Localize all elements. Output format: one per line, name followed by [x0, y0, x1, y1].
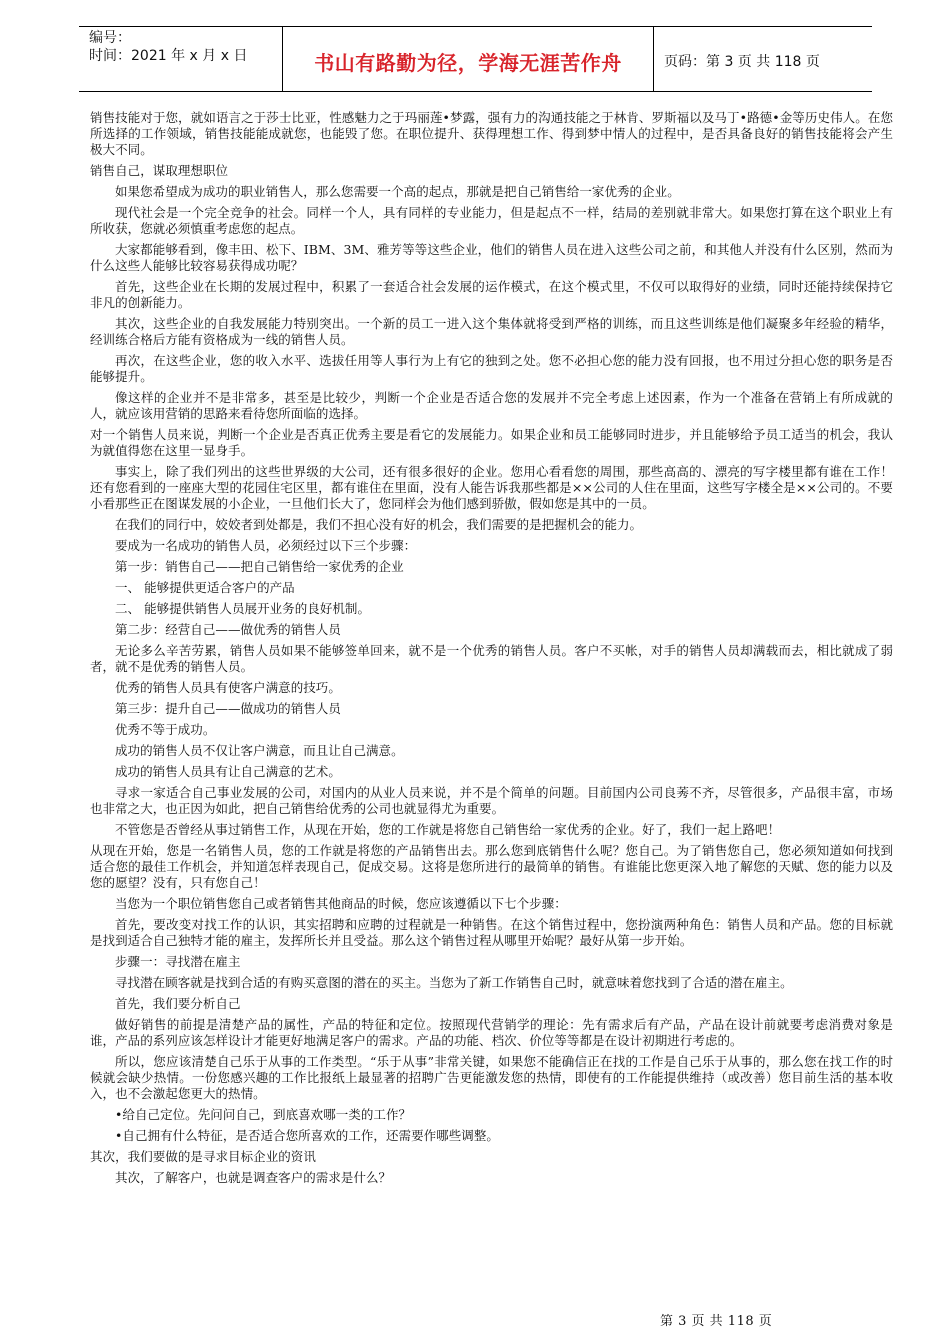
body-paragraph: 如果您希望成为成功的职业销售人，那么您需要一个高的起点，那就是把自己销售给一家优秀的企业。	[115, 184, 680, 199]
body-paragraph: 第一步：销售自己——把自己销售给一家优秀的企业	[115, 559, 404, 574]
body-paragraph: 首先，要改变对找工作的认识，其实招聘和应聘的过程就是一种销售。在这个销售过程中，您扮演两种角色：销售人员和产品。您的目标就是找到适合自己独特才能的雇主，发挥所长并且受益。那么这个销售过程从哪里开始呢？最好从第一步开始。	[90, 917, 893, 948]
body-paragraph: 销售技能对于您，就如语言之于莎士比亚，性感魅力之于玛丽莲•梦露，强有力的沟通技能之于林肯、罗斯福以及马丁•路德•金等历史伟人。在您所选择的工作领域，销售技能能成就您，也能毁了您。在职位提升、获得理想工作、得到梦中情人的过程中，是否具备良好的销售技能将会产生极大不同。	[90, 110, 893, 157]
body-paragraph: 不管您是否曾经从事过销售工作，从现在开始，您的工作就是将您自己销售给一家优秀的企业。好了，我们一起上路吧！	[115, 822, 781, 837]
body-paragraph: 当您为一个职位销售您自己或者销售其他商品的时候，您应该遵循以下七个步骤：	[115, 896, 567, 911]
body-paragraph: 在我们的同行中，姣姣者到处都是，我们不担心没有好的机会，我们需要的是把握机会的能力。	[115, 517, 643, 532]
body-paragraph: 第二步：经营自己——做优秀的销售人员	[115, 622, 341, 637]
header-motto: 书山有路勤为径，学海无涯苦作舟	[283, 26, 654, 92]
body-paragraph: 无论多么辛苦劳累，销售人员如果不能够签单回来，就不是一个优秀的销售人员。客户不买帐，对手的销售人员却满载而去，相比就成了弱者，就不是优秀的销售人员。	[90, 643, 893, 674]
body-paragraph: 从现在开始，您是一名销售人员，您的工作就是将您的产品销售出去。那么您到底销售什么呢？您自己。为了销售您自己，您必须知道如何找到适合您的最佳工作机会，并知道怎样表现自己，促成交易。这将是您所进行的最简单的销售。有谁能比您更深入地了解您的天赋、您的能力以及您的愿望？没有，只有您自己！	[90, 843, 893, 890]
body-paragraph: 大家都能够看到，像丰田、松下、IBM、3M、雅芳等等这些企业，他们的销售人员在进入这些公司之前，和其他人并没有什么区别，然而为什么这些人能够比较容易获得成功呢？	[90, 242, 893, 273]
body-paragraph: 其次，我们要做的是寻求目标企业的资讯	[90, 1149, 316, 1164]
document-time-label: 时间：2021 年 x 月 x 日	[89, 48, 248, 64]
body-paragraph: 第三步：提升自己——做成功的销售人员	[115, 701, 341, 716]
document-number-label: 编号：	[89, 30, 131, 46]
page-footer: 第 3 页 共 118 页	[660, 1314, 773, 1329]
body-paragraph: 其次，了解客户，也就是调查客户的需求是什么？	[115, 1170, 392, 1185]
body-paragraph: •给自己定位。先问问自己，到底喜欢哪一类的工作？	[115, 1107, 412, 1122]
body-paragraph: 二、 能够提供销售人员展开业务的良好机制。	[115, 601, 371, 616]
body-paragraph: 优秀的销售人员具有使客户满意的技巧。	[115, 680, 341, 695]
body-paragraph: •自己拥有什么特征，是否适合您所喜欢的工作，还需要作哪些调整。	[115, 1128, 499, 1143]
body-paragraph: 现代社会是一个完全竞争的社会。同样一个人，具有同样的专业能力，但是起点不一样，结局的差别就非常大。如果您打算在这个职业上有所收获，您就必须慎重考虑您的起点。	[90, 205, 893, 236]
body-paragraph: 其次，这些企业的自我发展能力特别突出。一个新的员工一进入这个集体就将受到严格的训练，而且这些训练是他们凝聚多年经验的精华，经训练合格后方能有资格成为一线的销售人员。	[90, 316, 893, 347]
body-paragraph: 首先，我们要分析自己	[115, 996, 241, 1011]
body-paragraph: 成功的销售人员不仅让客户满意，而且让自己满意。	[115, 743, 404, 758]
body-paragraph: 要成为一名成功的销售人员，必须经过以下三个步骤：	[115, 538, 417, 553]
body-paragraph: 像这样的企业并不是非常多，甚至是比较少，判断一个企业是否适合您的发展并不完全考虑上述因素，作为一个准备在营销上有所成就的人，就应该用营销的思路来看待您所面临的选择。	[90, 390, 893, 421]
body-paragraph: 一、 能够提供更适合客户的产品	[115, 580, 295, 595]
document-body	[90, 110, 893, 1290]
body-paragraph: 对一个销售人员来说，判断一个企业是否真正优秀主要是看它的发展能力。如果企业和员工能够同时进步，并且能够给予员工适当的机会，我认为就值得您在这里一显身手。	[90, 427, 893, 458]
body-paragraph: 事实上，除了我们列出的这些世界级的大公司，还有很多很好的企业。您用心看看您的周围，那些高高的、漂亮的写字楼里都有谁在工作！还有您看到的一座座大型的花园住宅区里，都有谁住在里面，没有人能告诉我那些都是××公司的人住在里面，这些写字楼全是××公司的。不要小看那些正在图谋发展的小企业，一旦他们长大了，您同样会为他们感到骄傲，假如您是其中的一员。	[90, 464, 893, 511]
header-meta	[79, 26, 283, 92]
body-paragraph: 所以，您应该清楚自己乐于从事的工作类型。“乐于从事”非常关键，如果您不能确信正在找的工作是自己乐于从事的，那么您在找工作的时候就会缺少热情。一份您感兴趣的工作比报纸上最显著的招聘广告更能激发您的热情，即使有的工作能提供维持（或改善）您目前生活的基本收入，也不会激起您更大的热情。	[90, 1054, 893, 1101]
body-paragraph: 寻找潜在顾客就是找到合适的有购买意图的潜在的买主。当您为了新工作销售自己时，就意味着您找到了合适的潜在雇主。	[115, 975, 793, 990]
body-paragraph: 做好销售的前提是清楚产品的属性，产品的特征和定位。按照现代营销学的理论：先有需求后有产品，产品在设计前就要考虑消费对象是谁，产品的系列应该怎样设计才能更好地满足客户的需求。产品的功能、档次、价位等等都是在设计初期进行考虑的。	[90, 1017, 893, 1048]
page-header	[79, 26, 872, 92]
header-page-label: 页码：第 3 页 共 118 页	[654, 26, 872, 92]
body-paragraph: 步骤一：寻找潜在雇主	[115, 954, 241, 969]
body-paragraph: 再次，在这些企业，您的收入水平、选拔任用等人事行为上有它的独到之处。您不必担心您的能力没有回报，也不用过分担心您的职务是否能够提升。	[90, 353, 893, 384]
body-paragraph: 首先，这些企业在长期的发展过程中，积累了一套适合社会发展的运作模式，在这个模式里，不仅可以取得好的业绩，同时还能持续保持它非凡的创新能力。	[90, 279, 893, 310]
body-paragraph: 优秀不等于成功。	[115, 722, 216, 737]
body-paragraph: 寻求一家适合自己事业发展的公司，对国内的从业人员来说，并不是个简单的问题。目前国内公司良莠不齐，尽管很多，产品很丰富，市场也非常之大，也正因为如此，把自己销售给优秀的公司也就显得尤为重要。	[90, 785, 893, 816]
body-paragraph: 销售自己，谋取理想职位	[90, 163, 229, 178]
body-paragraph: 成功的销售人员具有让自己满意的艺术。	[115, 764, 341, 779]
